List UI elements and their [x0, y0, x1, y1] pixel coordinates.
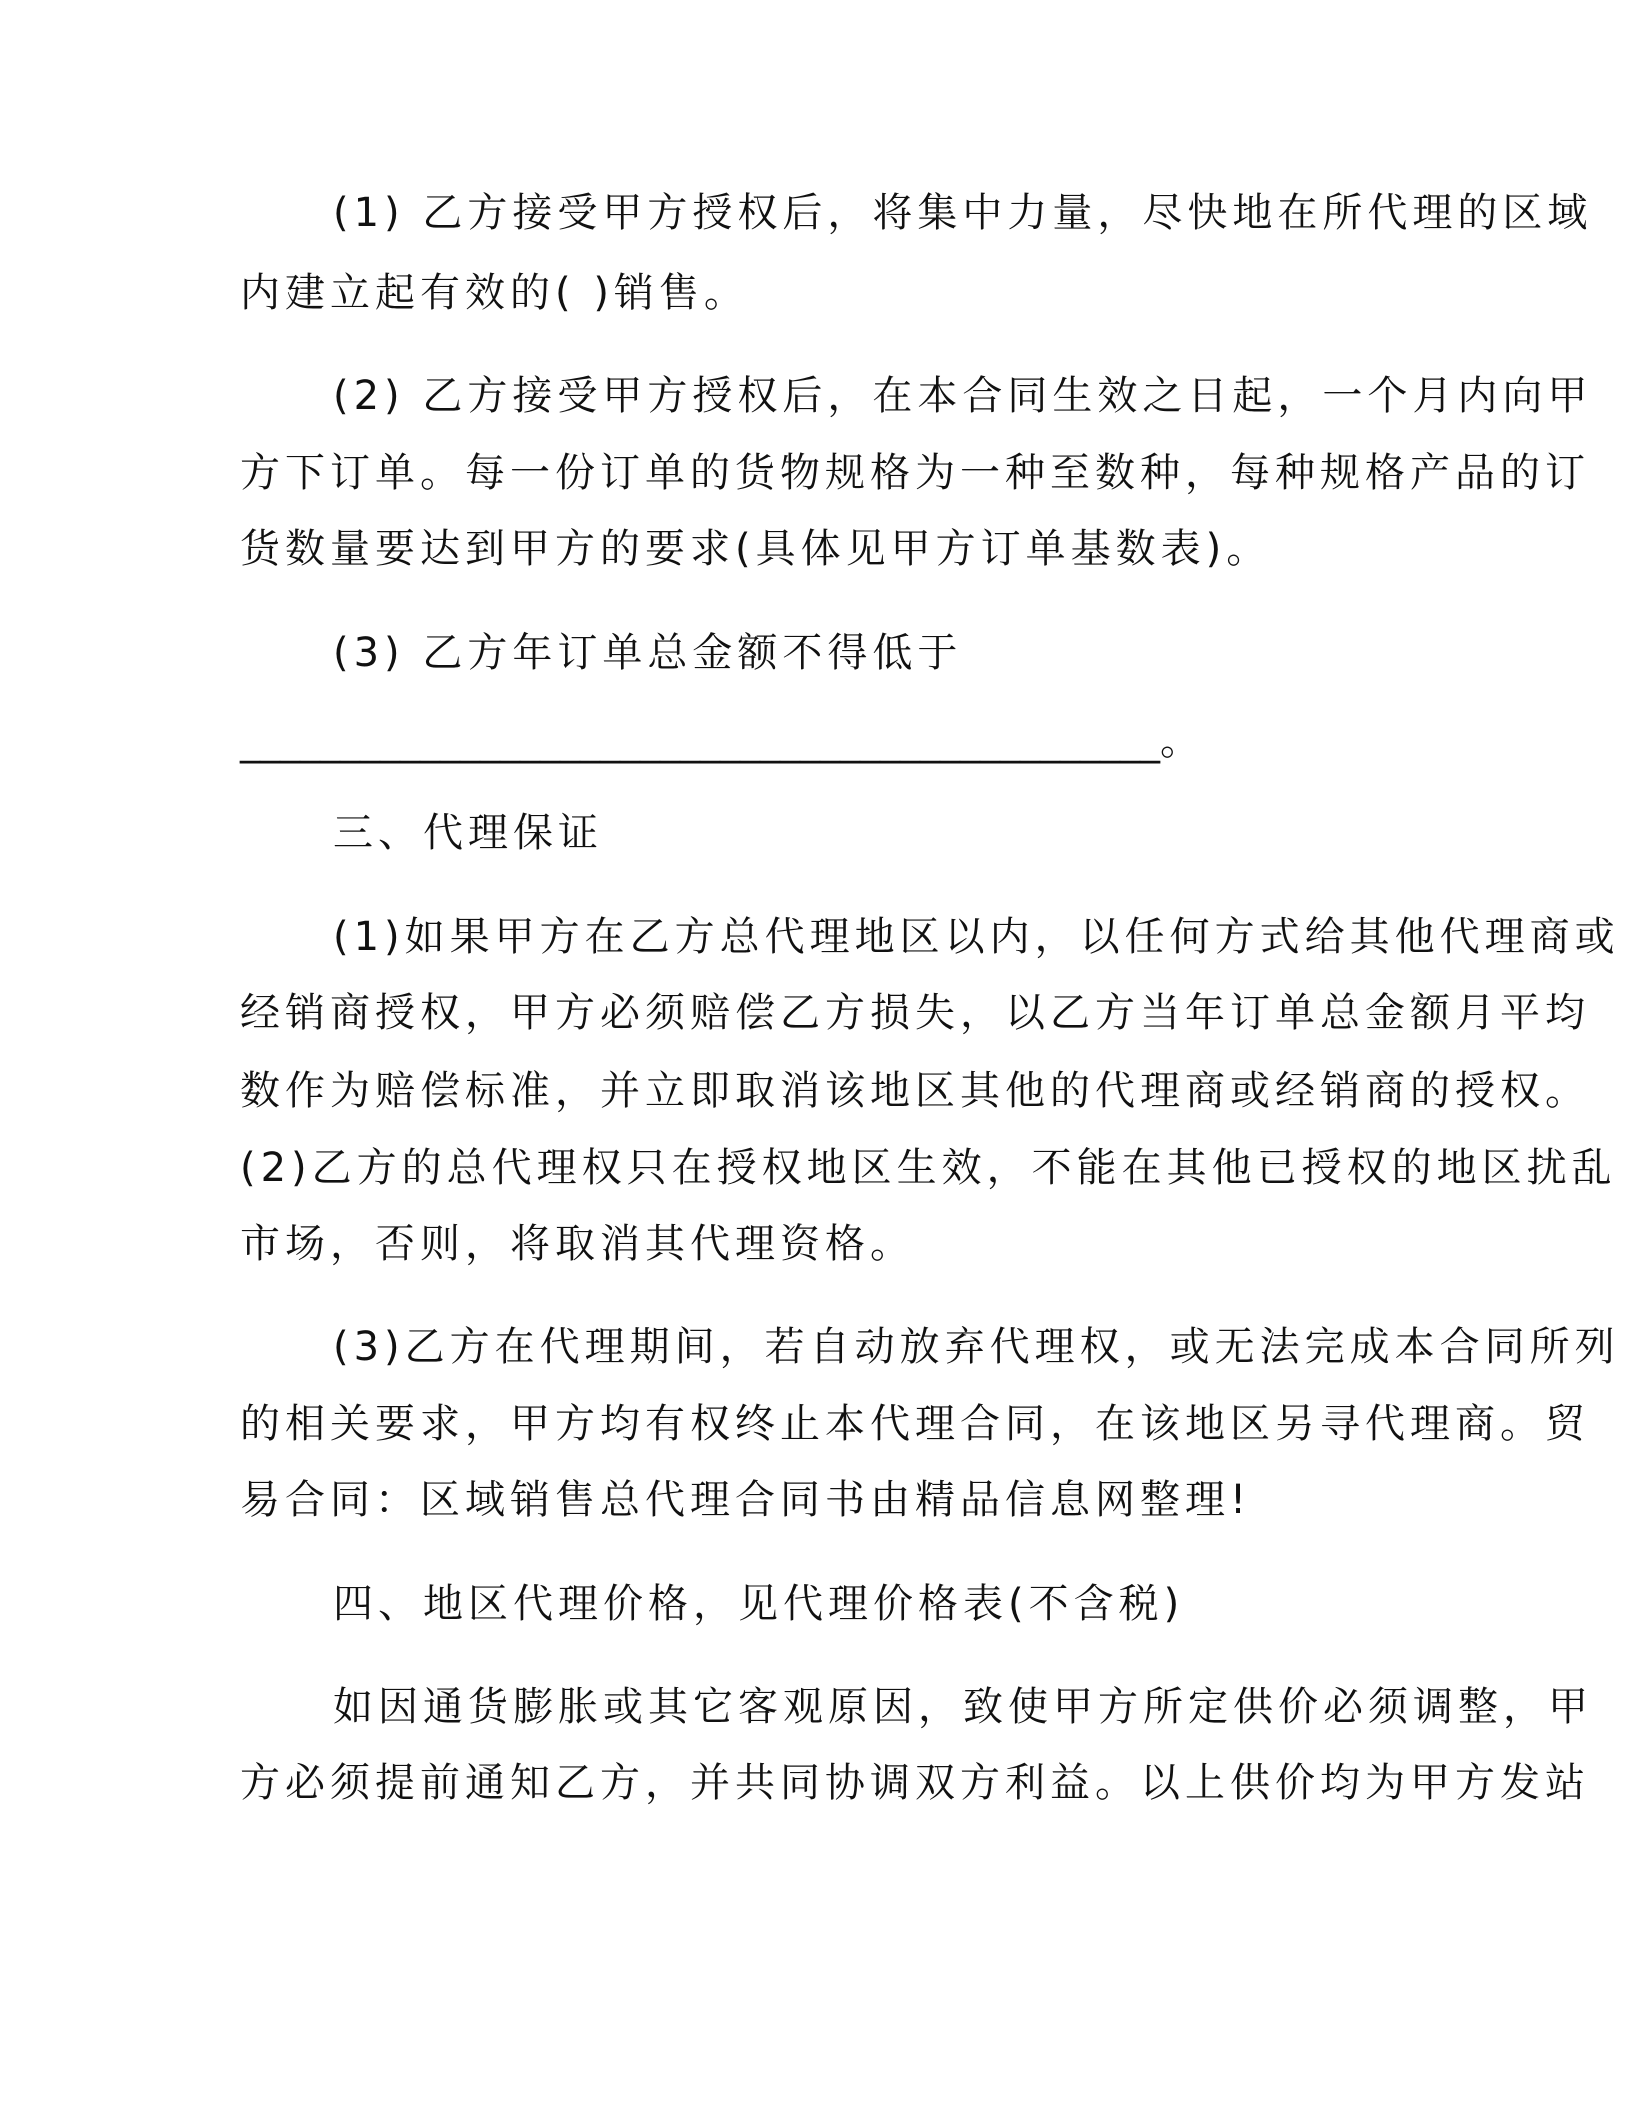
text-line: 如因通货膨胀或其它客观原因，致使甲方所定供价必须调整，甲: [333, 1684, 1593, 1730]
text-line: (2) 乙方接受甲方授权后，在本合同生效之日起，一个月内向甲: [333, 373, 1593, 419]
text-line: (1)如果甲方在乙方总代理地区以内，以任何方式给其他代理商或: [333, 914, 1620, 960]
text-line: (3)乙方在代理期间，若自动放弃代理权，或无法完成本合同所列: [333, 1324, 1620, 1370]
section-heading: 四、地区代理价格，见代理价格表(不含税): [333, 1581, 1185, 1627]
text-line: 货数量要达到甲方的要求(具体见甲方订单基数表)。: [240, 526, 1272, 572]
blank-underline: ______________________________________________。: [240, 718, 1200, 764]
text-line: 方必须提前通知乙方，并共同协调双方利益。以上供价均为甲方发站: [240, 1760, 1590, 1806]
text-line: (1) 乙方接受甲方授权后，将集中力量，尽快地在所代理的区域: [333, 190, 1593, 236]
text-line: 内建立起有效的( )销售。: [240, 270, 749, 316]
text-line: 市场，否则，将取消其代理资格。: [240, 1221, 915, 1267]
text-line: (2)乙方的总代理权只在授权地区生效，不能在其他已授权的地区扰乱: [240, 1145, 1617, 1191]
text-line: 方下订单。每一份订单的货物规格为一种至数种，每种规格产品的订: [240, 450, 1590, 496]
text-line: 经销商授权，甲方必须赔偿乙方损失，以乙方当年订单总金额月平均: [240, 990, 1590, 1036]
text-line: 易合同：区域销售总代理合同书由精品信息网整理!: [240, 1477, 1252, 1523]
text-line: 数作为赔偿标准，并立即取消该地区其他的代理商或经销商的授权。: [240, 1068, 1590, 1114]
text-line: (3) 乙方年订单总金额不得低于: [333, 630, 963, 676]
text-line: 的相关要求，甲方均有权终止本代理合同，在该地区另寻代理商。贸: [240, 1401, 1590, 1447]
section-heading: 三、代理保证: [333, 810, 603, 856]
